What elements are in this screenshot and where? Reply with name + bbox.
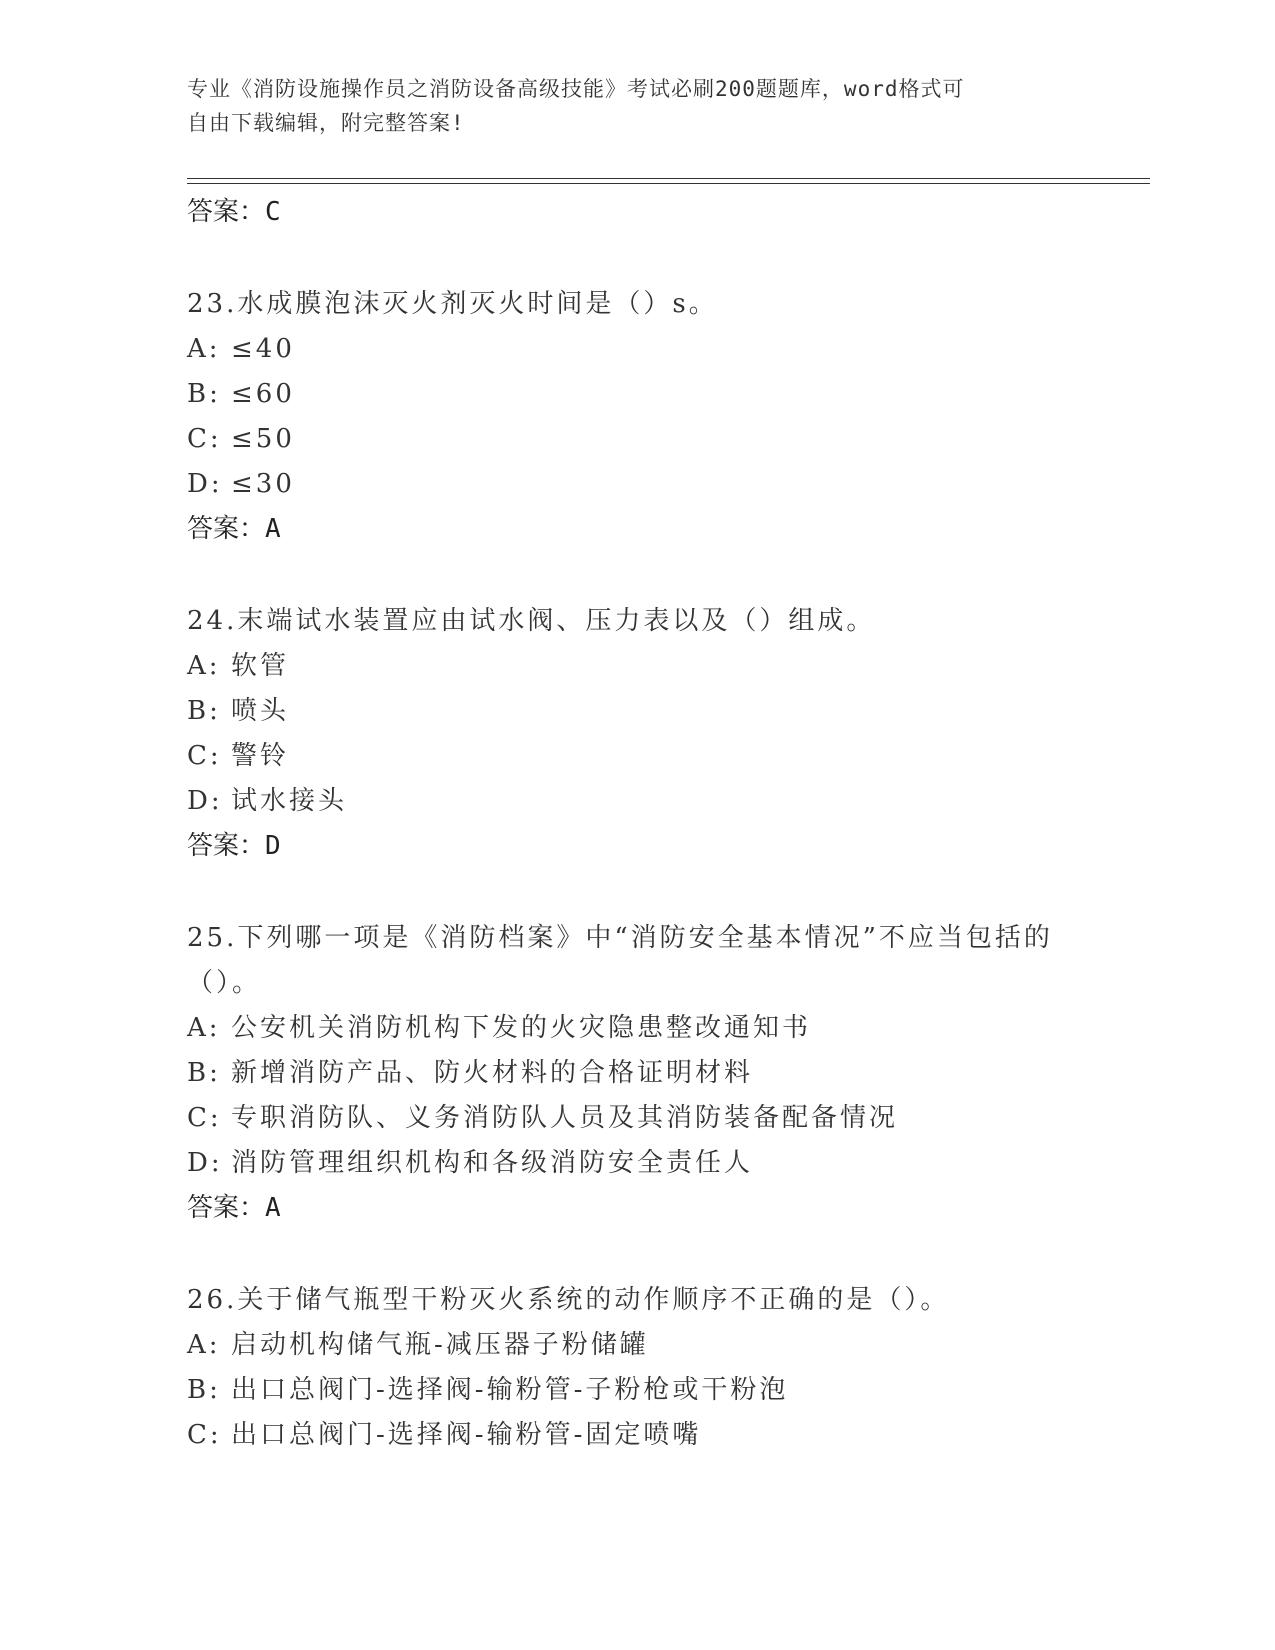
question-23	[187, 282, 1087, 552]
question-list	[187, 190, 1087, 1458]
option-c	[187, 734, 1087, 779]
option-b	[187, 1051, 1087, 1096]
option-text: 喷头	[231, 696, 290, 726]
question-stem: 25.下列哪一项是《消防档案》中“消防安全基本情况”不应当包括的（）。	[187, 923, 1053, 998]
option-a	[187, 644, 1087, 689]
option-d	[187, 462, 1087, 507]
option-letter: B:	[187, 379, 221, 409]
option-c	[187, 1096, 1087, 1141]
option-letter: A:	[187, 1013, 221, 1043]
option-letter: B:	[187, 1058, 221, 1088]
header-rule-top	[187, 178, 1150, 179]
option-letter: D:	[187, 1148, 223, 1178]
answer-line: 答案：D	[187, 831, 281, 861]
option-letter: C:	[187, 1420, 222, 1450]
question-26	[187, 1278, 1087, 1458]
option-c	[187, 1413, 1087, 1458]
option-text: ≤60	[231, 379, 295, 409]
option-a	[187, 1323, 1087, 1368]
option-text: 专职消防队、义务消防队人员及其消防装备配备情况	[231, 1103, 899, 1133]
option-text: 出口总阀门-选择阀-输粉管-固定喷嘴	[231, 1420, 702, 1450]
option-letter: C:	[187, 741, 222, 771]
option-a	[187, 327, 1087, 372]
header-rule-bottom	[187, 183, 1150, 184]
option-text: 警铃	[231, 741, 290, 771]
option-letter: A:	[187, 1330, 221, 1360]
option-c	[187, 417, 1087, 462]
question-stem: 24.末端试水装置应由试水阀、压力表以及（）组成。	[187, 606, 876, 636]
option-b	[187, 689, 1087, 734]
option-letter: D:	[187, 786, 223, 816]
question-stem: 26.关于储气瓶型干粉灭火系统的动作顺序不正确的是（）。	[187, 1285, 950, 1315]
option-letter: C:	[187, 424, 222, 454]
header-line-2: 自由下载编辑，附完整答案!	[187, 111, 465, 135]
option-text: 启动机构储气瓶-减压器子粉储罐	[231, 1330, 649, 1360]
answer-line: 答案：A	[187, 1193, 281, 1223]
option-letter: C:	[187, 1103, 222, 1133]
option-text: 消防管理组织机构和各级消防安全责任人	[231, 1148, 754, 1178]
option-text: ≤30	[231, 469, 295, 499]
question-stem: 23.水成膜泡沫灭火剂灭火时间是（）s。	[187, 289, 718, 319]
option-text: ≤40	[231, 334, 295, 364]
option-b	[187, 1368, 1087, 1413]
answer-line: 答案：A	[187, 514, 281, 544]
option-text: 软管	[231, 651, 290, 681]
option-text: 新增消防产品、防火材料的合格证明材料	[231, 1058, 754, 1088]
option-text: 出口总阀门-选择阀-输粉管-子粉枪或干粉泡	[231, 1375, 789, 1405]
option-d	[187, 779, 1087, 824]
header-line-1: 专业《消防设施操作员之消防设备高级技能》考试必刷200题题库，word格式可	[187, 77, 965, 101]
option-text: 试水接头	[231, 786, 348, 816]
option-letter: B:	[187, 696, 221, 726]
option-text: ≤50	[231, 424, 295, 454]
document-header	[187, 72, 1067, 140]
option-text: 公安机关消防机构下发的火灾隐患整改通知书	[231, 1013, 812, 1043]
option-a	[187, 1006, 1087, 1051]
option-b	[187, 372, 1087, 417]
question-25	[187, 916, 1087, 1231]
option-d	[187, 1141, 1087, 1186]
option-letter: A:	[187, 334, 221, 364]
answer-line: 答案：C	[187, 197, 281, 227]
option-letter: B:	[187, 1375, 221, 1405]
question-24	[187, 599, 1087, 869]
option-letter: A:	[187, 651, 221, 681]
option-letter: D:	[187, 469, 223, 499]
